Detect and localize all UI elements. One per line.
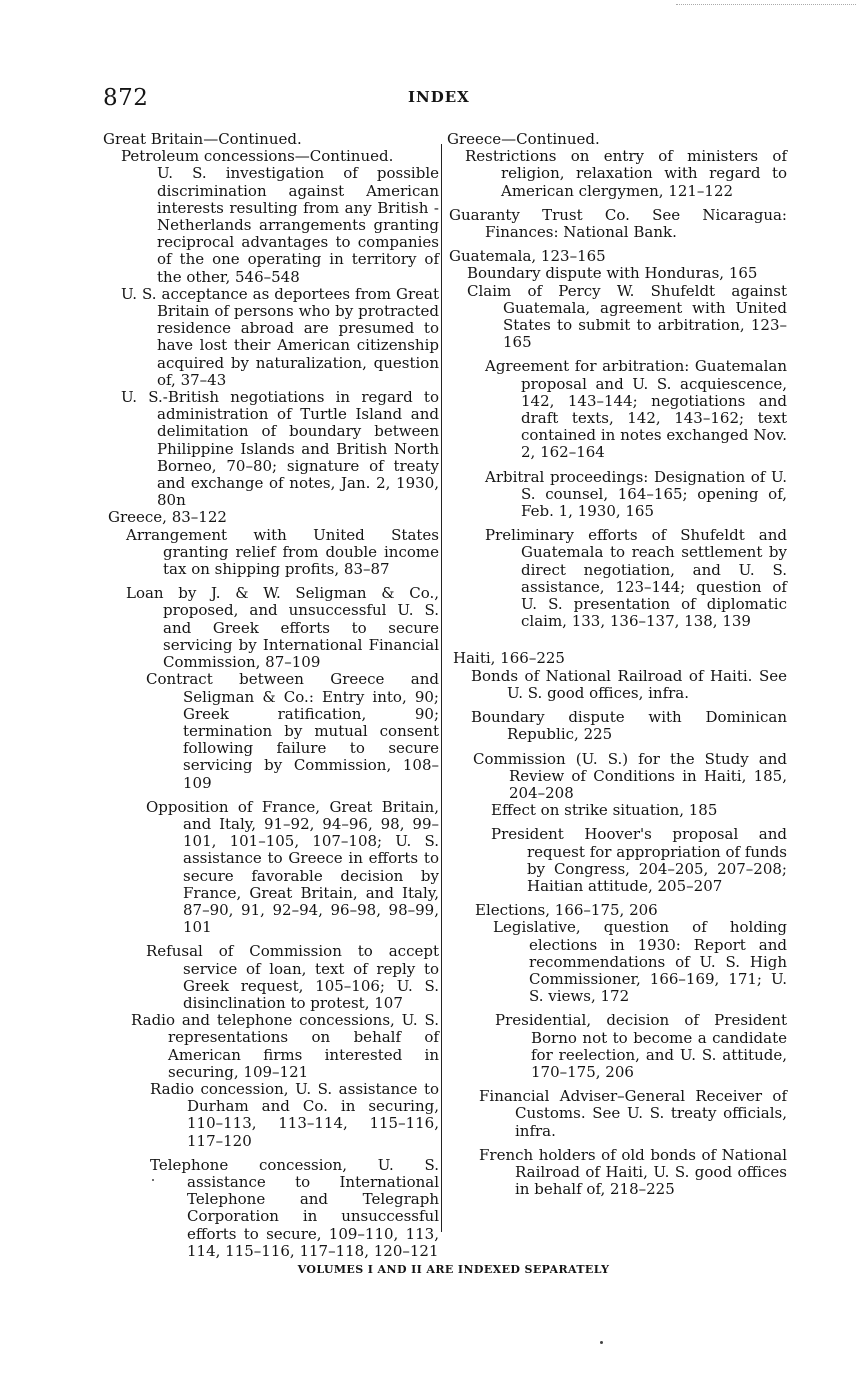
index-entry: Effect on strike situation, 185 (491, 801, 718, 820)
scan-speck (600, 1341, 603, 1344)
column-divider (441, 144, 442, 1232)
index-entry: Petroleum concessions—Continued. (121, 147, 394, 166)
index-entry: Opposition of France, Great Britain, and Italy, 91–92, 94–96, 98, 99–101, 101–105, 107–108; U. S. assistance to Greece in efforts to secure favorable decision by France, Great Britain, and Italy, 87–90, 91, 92–94, 96–98, 98–99, 101 (146, 797, 439, 937)
footer-note-text: VOLUMES I AND II ARE INDEXED SEPARATELY (297, 1263, 610, 1276)
index-column-right (447, 131, 787, 1198)
index-entry: U. S.-British negotiations in regard to administration of Turtle Island and delimitation of boundary between Philippine Islands and British North Borneo, 70–80; signature of treaty and exchange of notes, Jan. 2, 1930, 80n (121, 388, 439, 510)
scan-speck (152, 1179, 154, 1181)
index-entry: Contract between Greece and Seligman & Co.: Entry into, 90; Greek ratification, 90; termination by mutual consent following failure to secure servicing by Commission, 108–109 (146, 670, 439, 792)
running-head: INDEX (408, 88, 470, 106)
index-column-left (103, 131, 439, 1260)
page-number: 872 (103, 85, 149, 111)
index-entry: Presidential, decision of President Borno not to become a candidate for reelection, and U. S. attitude, 170–175, 206 (495, 1011, 787, 1081)
index-entry: Financial Adviser–General Receiver of Customs. See U. S. treaty officials, infra. (479, 1087, 787, 1140)
index-entry: Bonds of National Railroad of Haiti. See U. S. good offices, infra. (471, 666, 787, 702)
index-entry: Commission (U. S.) for the Study and Review of Conditions in Haiti, 185, 204–208 (473, 749, 787, 802)
index-entry: Haiti, 166–225 (453, 649, 565, 668)
index-entry: Greece, 83–122 (108, 508, 227, 527)
scan-edge-rule (676, 4, 856, 5)
index-entry: Claim of Percy W. Shufeldt against Guatemala, agreement with United States to submit to arbitration, 123–165 (467, 281, 787, 352)
index-entry: Arrangement with United States granting relief from double income tax on shipping profits, 83–87 (126, 525, 439, 579)
index-entry: Boundary dispute with Dominican Republic, 225 (471, 708, 787, 744)
index-entry: Guaranty Trust Co. See Nicaragua: Finances: National Bank. (449, 205, 787, 242)
index-entry: Telephone concession, U. S. assistance to International Telephone and Telegraph Corporation in unsuccessful efforts to secure, 109–110, 113, 114, 115–116, 117–118, 120–121 (150, 1155, 439, 1260)
index-entry: Arbitral proceedings: Designation of U. S. counsel, 164–165; opening of, Feb. 1, 1930, 165 (485, 467, 787, 521)
index-entry: Restrictions on entry of ministers of religion, relaxation with regard to American clergymen, 121–122 (465, 147, 787, 200)
index-entry: Boundary dispute with Honduras, 165 (467, 264, 758, 283)
index-entry: Agreement for arbitration: Guatemalan proposal and U. S. acquiescence, 142, 143–144; negotiations and draft texts, 142, 143–162; text contained in notes exchanged Nov. 2, 162–164 (485, 357, 787, 462)
index-entry: Loan by J. & W. Seligman & Co., proposed, and unsuccessful U. S. and Greek efforts to secure servicing by International Financial Commission, 87–109 (126, 584, 439, 672)
index-entry: U. S. acceptance as deportees from Great Britain of persons who by protracted residence abroad are presumed to have lost their American citizenship acquired by naturalization, question of, 37–43 (121, 284, 439, 389)
index-entry: Legislative, question of holding elections in 1930: Report and recommendations of U. S. High Commissioner, 166–169, 171; U. S. views, 172 (493, 918, 787, 1006)
index-entry: Radio and telephone concessions, U. S. representations on behalf of American firms interested in securing, 109–121 (131, 1011, 439, 1081)
index-entry: Radio concession, U. S. assistance to Durham and Co. in securing, 110–113, 113–114, 115–116, 117–120 (150, 1079, 439, 1150)
index-entry: Refusal of Commission to accept service of loan, text of reply to Greek request, 105–106; U. S. disinclination to protest, 107 (146, 942, 439, 1012)
index-entry: French holders of old bonds of National Railroad of Haiti, U. S. good offices in behalf of, 218–225 (479, 1145, 787, 1199)
index-entry: U. S. investigation of possible discrimination against American interests resulting from any British - Netherlands arrangements granting reciprocal advantages to companies of the one operating in territory of the other, 546–548 (157, 164, 439, 286)
index-entry: Guatemala, 123–165 (449, 247, 606, 266)
index-entry: Greece—Continued. (447, 130, 600, 148)
index-entry: Great Britain—Continued. (103, 130, 302, 148)
index-entry: Preliminary efforts of Shufeldt and Guatemala to reach settlement by direct negotiation, and U. S. assistance, 123–144; question of U. S. presentation of diplomatic claim, 133, 136–137, 138, 139 (485, 526, 787, 631)
index-entry: Elections, 166–175, 206 (475, 901, 658, 920)
footer-note (0, 1263, 857, 1276)
index-entry: President Hoover's proposal and request for appropriation of funds by Congress, 204–205, 207–208; Haitian attitude, 205–207 (491, 825, 787, 895)
